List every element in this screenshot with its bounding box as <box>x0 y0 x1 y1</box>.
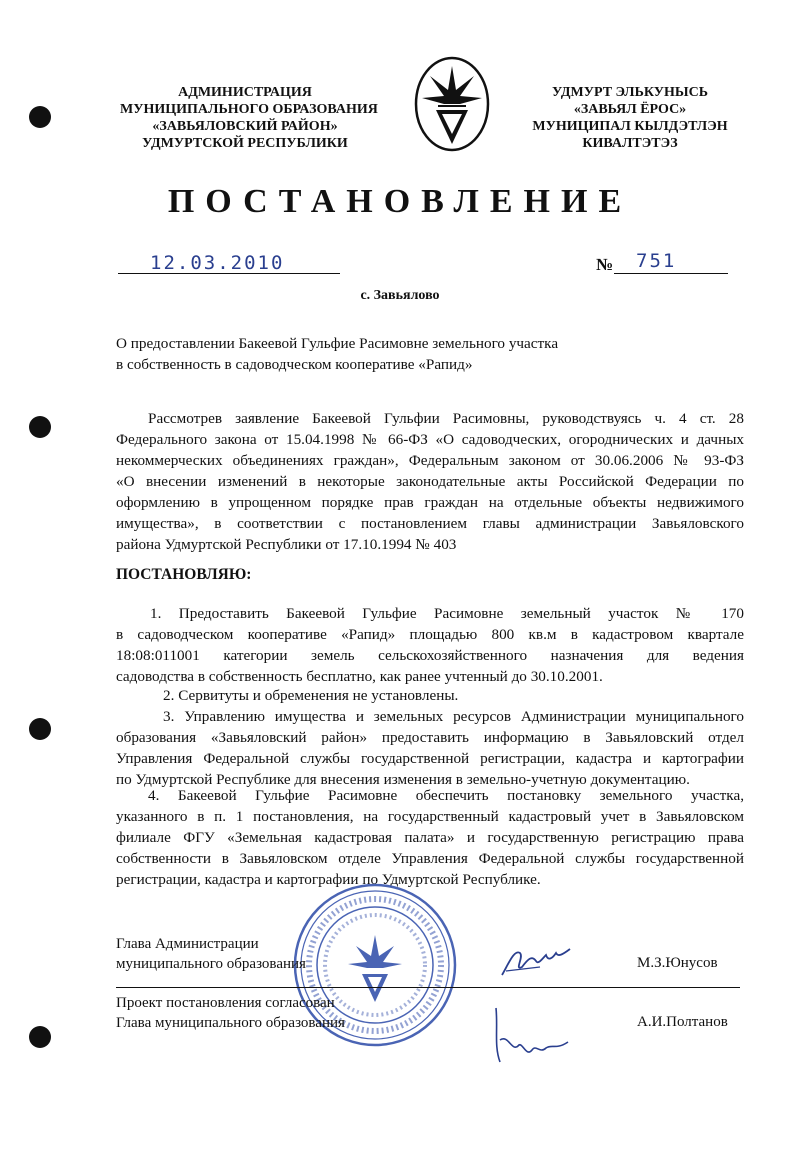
document-number: 751 <box>636 250 677 272</box>
place-of-issue: с. Завьялово <box>360 288 440 303</box>
signature-title-line: муниципального образования <box>116 956 306 972</box>
preamble-line: некоммерческих объединениях граждан», Федеральным законом от 30.06.2006 № 93-ФЗ <box>116 452 744 469</box>
signature-divider <box>116 987 740 988</box>
item-line: 18:08:011001 категории земель сельскохозяйственного назначения для ведения <box>116 647 744 664</box>
item-2 <box>116 685 744 706</box>
document-date: 12.03.2010 <box>150 252 285 274</box>
header-left <box>120 84 378 152</box>
item-line: 4. Бакеевой Гульфие Расимовне обеспечить постановку земельного участка, <box>148 787 744 804</box>
preamble-line: района Удмуртской Республики от 17.10.1994 № 403 <box>116 536 457 553</box>
preamble-line: оформлению в упрощенном порядке прав граждан на отдельные объекты недвижимого <box>116 494 744 511</box>
header-left-line: «ЗАВЬЯЛОВСКИЙ РАЙОН» <box>152 119 338 134</box>
header-left-line: УДМУРТСКОЙ РЕСПУБЛИКИ <box>142 136 348 151</box>
item-line: в садоводческом кооперативе «Рапид» площадью 800 кв.м в кадастровом квартале <box>116 626 744 643</box>
item-line: 2. Сервитуты и обременения не установлены. <box>163 687 459 704</box>
item-line: по Удмуртской Республике для внесения изменения в земельно-учетную документацию. <box>116 771 690 788</box>
item-3 <box>116 706 744 790</box>
item-line: 3. Управлению имущества и земельных ресурсов Администрации муниципального <box>163 708 744 725</box>
subject-line: в собственность в садоводческом кооперативе «Рапид» <box>116 356 473 373</box>
number-underline <box>614 273 728 274</box>
binder-hole <box>29 416 51 438</box>
signature-title-line: Глава Администрации <box>116 936 259 952</box>
header-right <box>520 84 740 152</box>
binder-hole <box>29 1026 51 1048</box>
item-line: регистрации, кадастра и картографии по Удмуртской Республике. <box>116 871 541 888</box>
handwritten-signature <box>486 1000 576 1070</box>
header-right-line: «ЗАВЬЯЛ ЁРОС» <box>573 102 687 117</box>
binder-hole <box>29 106 51 128</box>
item-line: садоводства в собственность бесплатно, как ранее учтенный до 30.10.2001. <box>116 668 603 685</box>
header-left-line: МУНИЦИПАЛЬНОГО ОБРАЗОВАНИЯ <box>120 102 378 117</box>
approval-name: А.И.Полтанов <box>637 1014 728 1030</box>
header-right-line: МУНИЦИПАЛ КЫЛДЭТЛЭН <box>532 119 728 134</box>
district-emblem-icon <box>412 54 492 154</box>
header-left-line: АДМИНИСТРАЦИЯ <box>178 85 312 100</box>
document-title: ПОСТАНОВЛЕНИЕ <box>167 183 633 220</box>
preamble <box>116 408 744 555</box>
resolve-heading: ПОСТАНОВЛЯЮ: <box>116 566 252 583</box>
item-1 <box>116 603 744 687</box>
subject-line: О предоставлении Бакеевой Гульфие Расимовне земельного участка <box>116 335 559 352</box>
item-4 <box>116 785 744 890</box>
head-title <box>116 934 306 974</box>
header-right-line: КИВАЛТЭТЭЗ <box>582 136 678 151</box>
date-underline <box>118 273 340 274</box>
item-line: филиале ФГУ «Земельная кадастровая палата» и государственную регистрацию права <box>116 829 744 846</box>
signature-title-line: Глава муниципального образования <box>116 1015 345 1031</box>
item-line: образования «Завьяловский район» предоставить информацию в Завьяловский отдел <box>116 729 744 746</box>
item-line: собственности в Завьяловском отделе Управления Федеральной службы государственной <box>116 850 744 867</box>
subject <box>116 333 558 375</box>
item-line: указанного в п. 1 постановления, на государственный кадастровый учет в Завьяловском <box>116 808 744 825</box>
preamble-line: имущества», в соответствии с постановлением главы администрации Завьяловского <box>116 515 744 532</box>
signature-title-line: Проект постановления согласован <box>116 995 335 1011</box>
head-name: М.З.Юнусов <box>637 955 718 971</box>
header-right-line: УДМУРТ ЭЛЬКУНЫСЬ <box>552 85 708 100</box>
handwritten-signature <box>496 935 576 985</box>
number-label: № <box>596 255 614 274</box>
binder-hole <box>29 718 51 740</box>
preamble-line: Рассмотрев заявление Бакеевой Гульфии Расимовны, руководствуясь ч. 4 ст. 28 <box>148 410 744 427</box>
approval-title <box>116 993 345 1033</box>
item-line: 1. Предоставить Бакеевой Гульфие Расимовне земельный участок № 170 <box>150 605 744 622</box>
preamble-line: Федерального закона от 15.04.1998 № 66-ФЗ «О садоводческих, огороднических и дачных <box>116 431 744 448</box>
item-line: Управления Федеральной службы государственной регистрации, кадастра и картографии <box>116 750 744 767</box>
preamble-line: «О внесении изменений в некоторые законодательные акты Российской Федерации по <box>116 473 744 490</box>
